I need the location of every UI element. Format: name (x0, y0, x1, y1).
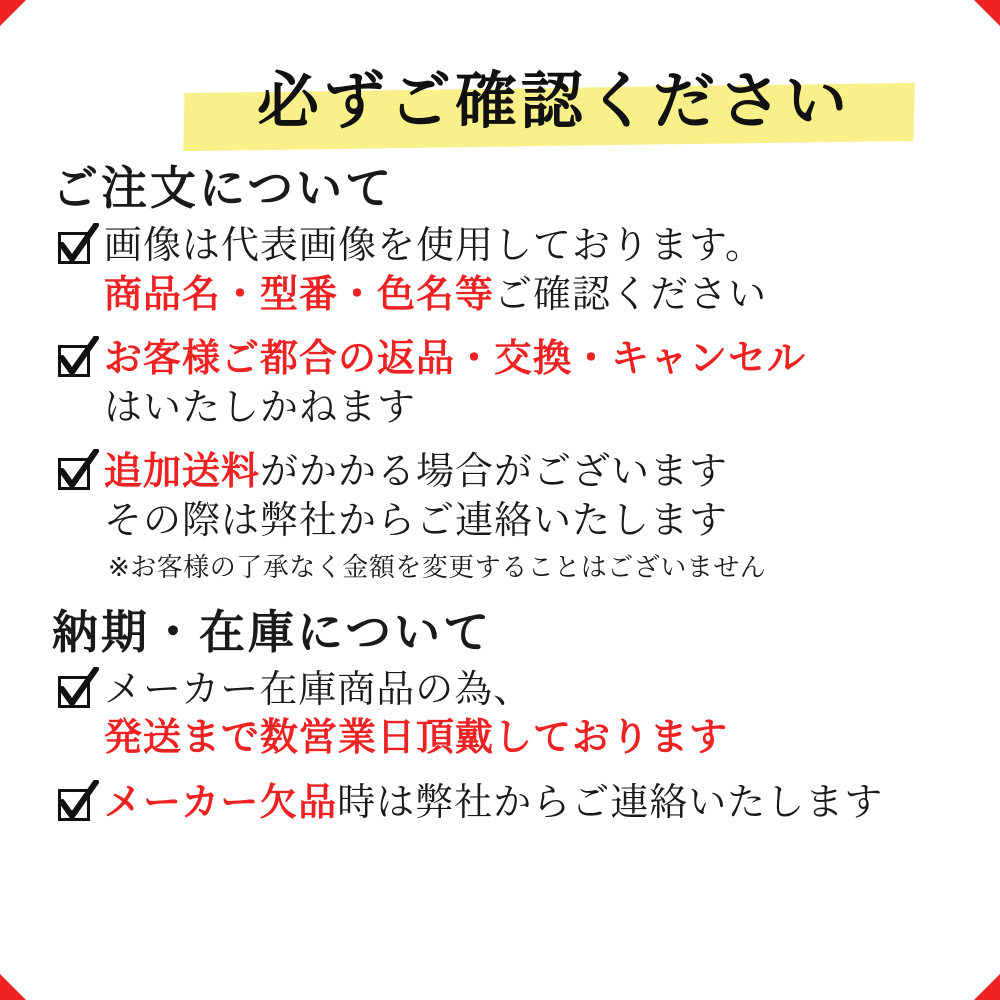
list-item (56, 221, 956, 318)
list-item (56, 447, 956, 583)
list-item-line-black: 時は弊社からご連絡いたします (337, 779, 884, 824)
list-item-line-mixed (104, 447, 956, 496)
checkbox-checked-icon (56, 786, 96, 826)
checkbox-checked-icon (56, 455, 96, 495)
checkbox-checked-icon (56, 342, 96, 382)
list-item-line: お客様ご都合の返品・交換・キャンセル (104, 336, 807, 381)
page-title-wrap (44, 40, 956, 150)
list-item (56, 778, 956, 827)
list-item-line: はいたしかねます (104, 384, 417, 429)
list-item-lines (104, 447, 956, 583)
section-heading-order: ご注文について (52, 161, 395, 215)
list-item-line-black: ご確認ください (494, 271, 768, 316)
list-item-line-mixed (104, 778, 956, 827)
page-title: 必ずご確認ください (256, 64, 851, 137)
checkbox-checked-icon (56, 229, 96, 269)
section-order (44, 162, 956, 584)
list-item-lines (104, 665, 956, 762)
list-item-lines (104, 778, 956, 827)
list-item (56, 665, 956, 762)
list-item-line-red: 追加送料 (104, 449, 261, 494)
list-item-line-red: メーカー欠品 (104, 779, 338, 824)
list-item (56, 334, 956, 431)
section-heading-delivery: 納期・在庫について (52, 604, 493, 659)
list-item-line: その際は弊社からご連絡いたします (104, 498, 729, 543)
section-delivery (44, 606, 956, 827)
list-item-line-mixed (104, 270, 956, 319)
list-item-line-red: 商品名・型番・色名等 (104, 271, 495, 316)
checkbox-checked-icon (56, 673, 96, 713)
list-item-lines (104, 221, 956, 318)
list-item-line-black: がかかる場合がございます (260, 449, 729, 494)
list-item-lines (104, 334, 956, 431)
list-item-note: ※お客様の了承なく金額を変更することはございません (108, 552, 767, 583)
list-item-line: 画像は代表画像を使用しております。 (104, 222, 764, 267)
list-item-line: メーカー在庫商品の為、 (104, 666, 533, 711)
list-item-line: 発送まで数営業日頂戴しております (104, 715, 729, 760)
